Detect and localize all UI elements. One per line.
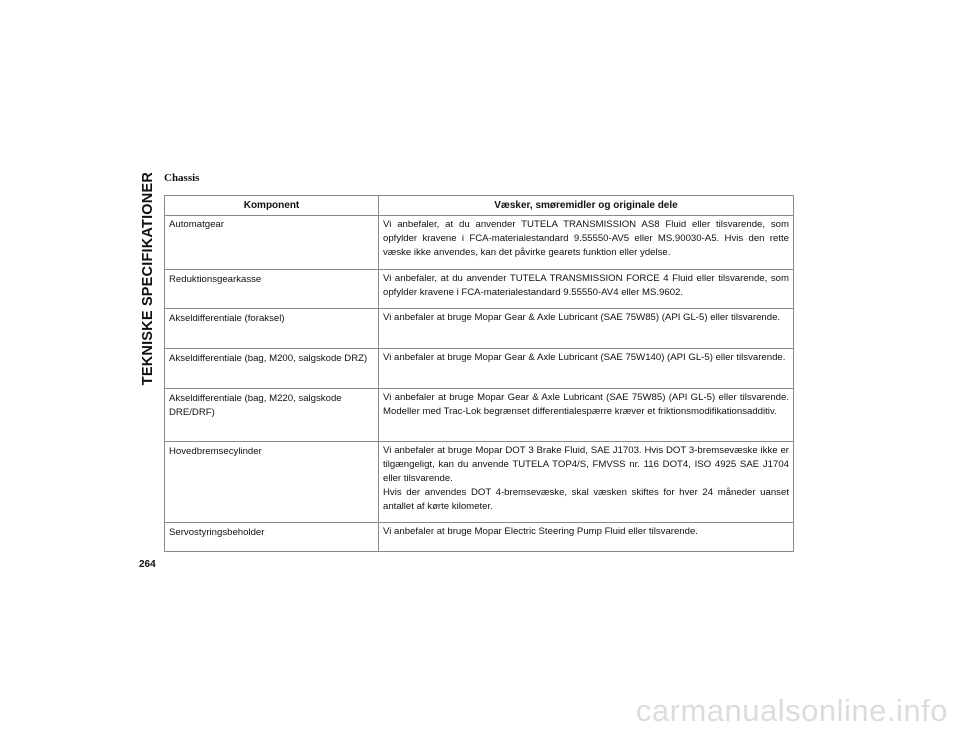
component-cell: Automatgear — [165, 216, 379, 270]
description-cell: Vi anbefaler, at du anvender TUTELA TRANSMISSION FORCE 4 Fluid eller tilsvarende, som opfylder kravene i FCA-materialestandard 9.55550-AV4 eller MS.9602. — [379, 270, 794, 309]
description-cell: Vi anbefaler at bruge Mopar Gear & Axle Lubricant (SAE 75W85) (API GL-5) eller tilsvarende. — [379, 309, 794, 349]
description-paragraph: Vi anbefaler at bruge Mopar DOT 3 Brake Fluid, SAE J1703. Hvis DOT 3-bremsevæske ikke er tilgængeligt, kan du anvende TUTELA TOP4/S, FMVSS nr. 116 DOT4, ISO 4925 SAE J1704 eller tilsvarende. — [383, 445, 789, 484]
component-cell: Akseldifferentiale (bag, M220, salgskode DRE/DRF) — [165, 389, 379, 442]
header-fluids: Væsker, smøremidler og originale dele — [379, 196, 794, 216]
component-cell: Reduktionsgearkasse — [165, 270, 379, 309]
component-cell: Akseldifferentiale (foraksel) — [165, 309, 379, 349]
description-cell: Vi anbefaler, at du anvender TUTELA TRANSMISSION AS8 Fluid eller tilsvarende, som opfylder kravene i FCA-materialestandard 9.55550-AV5 eller MS.90030-A5. Hvis den rette væske ikke anvendes, kan det påvirke gearets funktion eller ydelse. — [379, 216, 794, 270]
description-paragraph: Hvis der anvendes DOT 4-bremsevæske, skal væsken skiftes for hver 24 måneder uanset antallet af kørte kilometer. — [383, 487, 789, 512]
table-row — [165, 523, 794, 552]
component-cell: Servostyringsbeholder — [165, 523, 379, 552]
fluids-spec-table — [164, 195, 794, 552]
description-cell — [379, 442, 794, 523]
table-row — [165, 389, 794, 442]
description-cell: Vi anbefaler at bruge Mopar Electric Steering Pump Fluid eller tilsvarende. — [379, 523, 794, 552]
description-cell: Vi anbefaler at bruge Mopar Gear & Axle Lubricant (SAE 75W140) (API GL-5) eller tilsvarende. — [379, 349, 794, 389]
chapter-title: TEKNISKE SPECIFIKATIONER — [140, 172, 156, 386]
component-cell: Hovedbremsecylinder — [165, 442, 379, 523]
table-row — [165, 309, 794, 349]
table-header-row — [165, 196, 794, 216]
table-row — [165, 442, 794, 523]
table-row — [165, 349, 794, 389]
chapter-side-tab — [139, 172, 157, 386]
table-row — [165, 216, 794, 270]
header-component: Komponent — [165, 196, 379, 216]
table-row — [165, 270, 794, 309]
page-number: 264 — [139, 559, 156, 570]
section-title: Chassis — [164, 172, 200, 184]
site-watermark: carmanualsonline.info — [635, 693, 948, 728]
component-cell: Akseldifferentiale (bag, M200, salgskode DRZ) — [165, 349, 379, 389]
description-cell: Vi anbefaler at bruge Mopar Gear & Axle Lubricant (SAE 75W85) (API GL-5) eller tilsvarende. Modeller med Trac-Lok begrænset differentialespærre kræver et friktionsmodifikationsadditiv. — [379, 389, 794, 442]
